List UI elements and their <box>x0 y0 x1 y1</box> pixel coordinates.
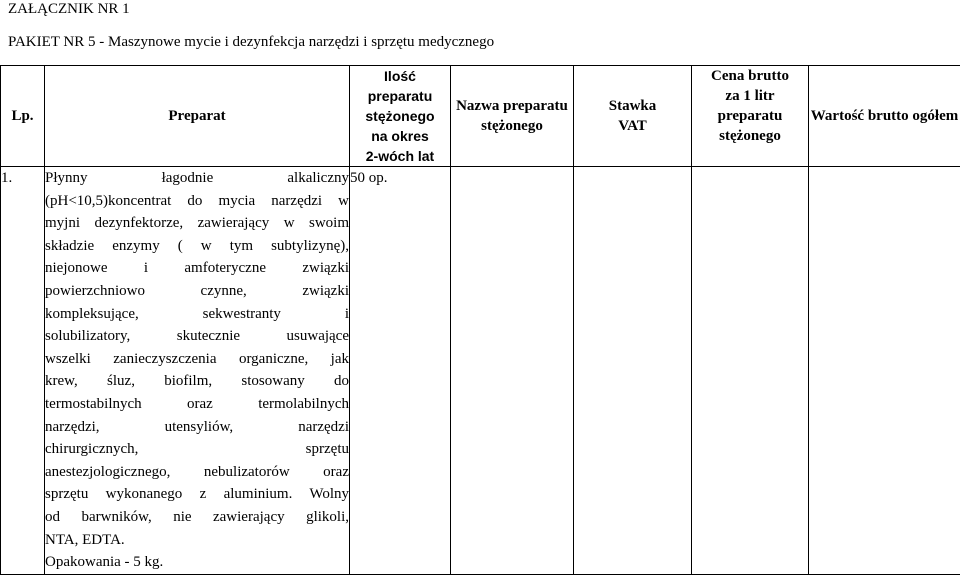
header-ilosc: Ilość preparatu stężonego na okres 2-wóch lat <box>350 66 451 167</box>
package-title: PAKIET NR 5 - Maszynowe mycie i dezynfekcja narzędzi i sprzętu medycznego <box>8 33 494 51</box>
attachment-heading: ZAŁĄCZNIK NR 1 <box>8 0 130 18</box>
cell-lp: 1. <box>1 167 45 575</box>
preparat-line: niejonowe i amfoteryczne związki <box>45 257 349 280</box>
preparat-line: NTA, EDTA. <box>45 529 349 552</box>
cell-cena[interactable] <box>692 167 809 575</box>
header-lp: Lp. <box>1 66 45 167</box>
preparat-line: narzędzi, utensyliów, narzędzi <box>45 416 349 439</box>
preparat-line: solubilizatory, skutecznie usuwające <box>45 325 349 348</box>
header-stawka: Stawka VAT <box>574 66 692 167</box>
preparat-line: sprzętu wykonanego z aluminium. Wolny <box>45 483 349 506</box>
preparat-line: od barwników, nie zawierający glikoli, <box>45 506 349 529</box>
preparat-line: Opakowania - 5 kg. <box>45 551 349 574</box>
cell-wartosc[interactable] <box>809 167 960 575</box>
preparat-line: termostabilnych oraz termolabilnych <box>45 393 349 416</box>
cell-preparat <box>45 167 350 575</box>
table-row <box>1 167 960 575</box>
header-nazwa: Nazwa preparatu stężonego <box>451 66 574 167</box>
preparat-line: wszelki zanieczyszczenia organiczne, jak <box>45 348 349 371</box>
preparat-line: krew, śluz, biofilm, stosowany do <box>45 370 349 393</box>
header-cena: Cena brutto za 1 litr preparatu stężonego <box>692 66 809 167</box>
preparat-line: myjni dezynfektorze, zawierający w swoim <box>45 212 349 235</box>
preparat-line: (pH<10,5)koncentrat do mycia narzędzi w <box>45 190 349 213</box>
cell-ilosc: 50 op. <box>350 167 451 575</box>
preparat-line: powierzchniowo czynne, związki <box>45 280 349 303</box>
offer-table <box>0 65 960 575</box>
cell-stawka[interactable] <box>574 167 692 575</box>
preparat-line: Płynny łagodnie alkaliczny <box>45 167 349 190</box>
preparat-line: anestezjologicznego, nebulizatorów oraz <box>45 461 349 484</box>
table-header-row <box>1 66 960 167</box>
cell-nazwa[interactable] <box>451 167 574 575</box>
preparat-line: kompleksujące, sekwestranty i <box>45 303 349 326</box>
header-preparat: Preparat <box>45 66 350 167</box>
preparat-line: składzie enzymy ( w tym subtylizynę), <box>45 235 349 258</box>
preparat-line: chirurgicznych, sprzętu <box>45 438 349 461</box>
header-wartosc: Wartość brutto ogółem <box>809 66 960 167</box>
